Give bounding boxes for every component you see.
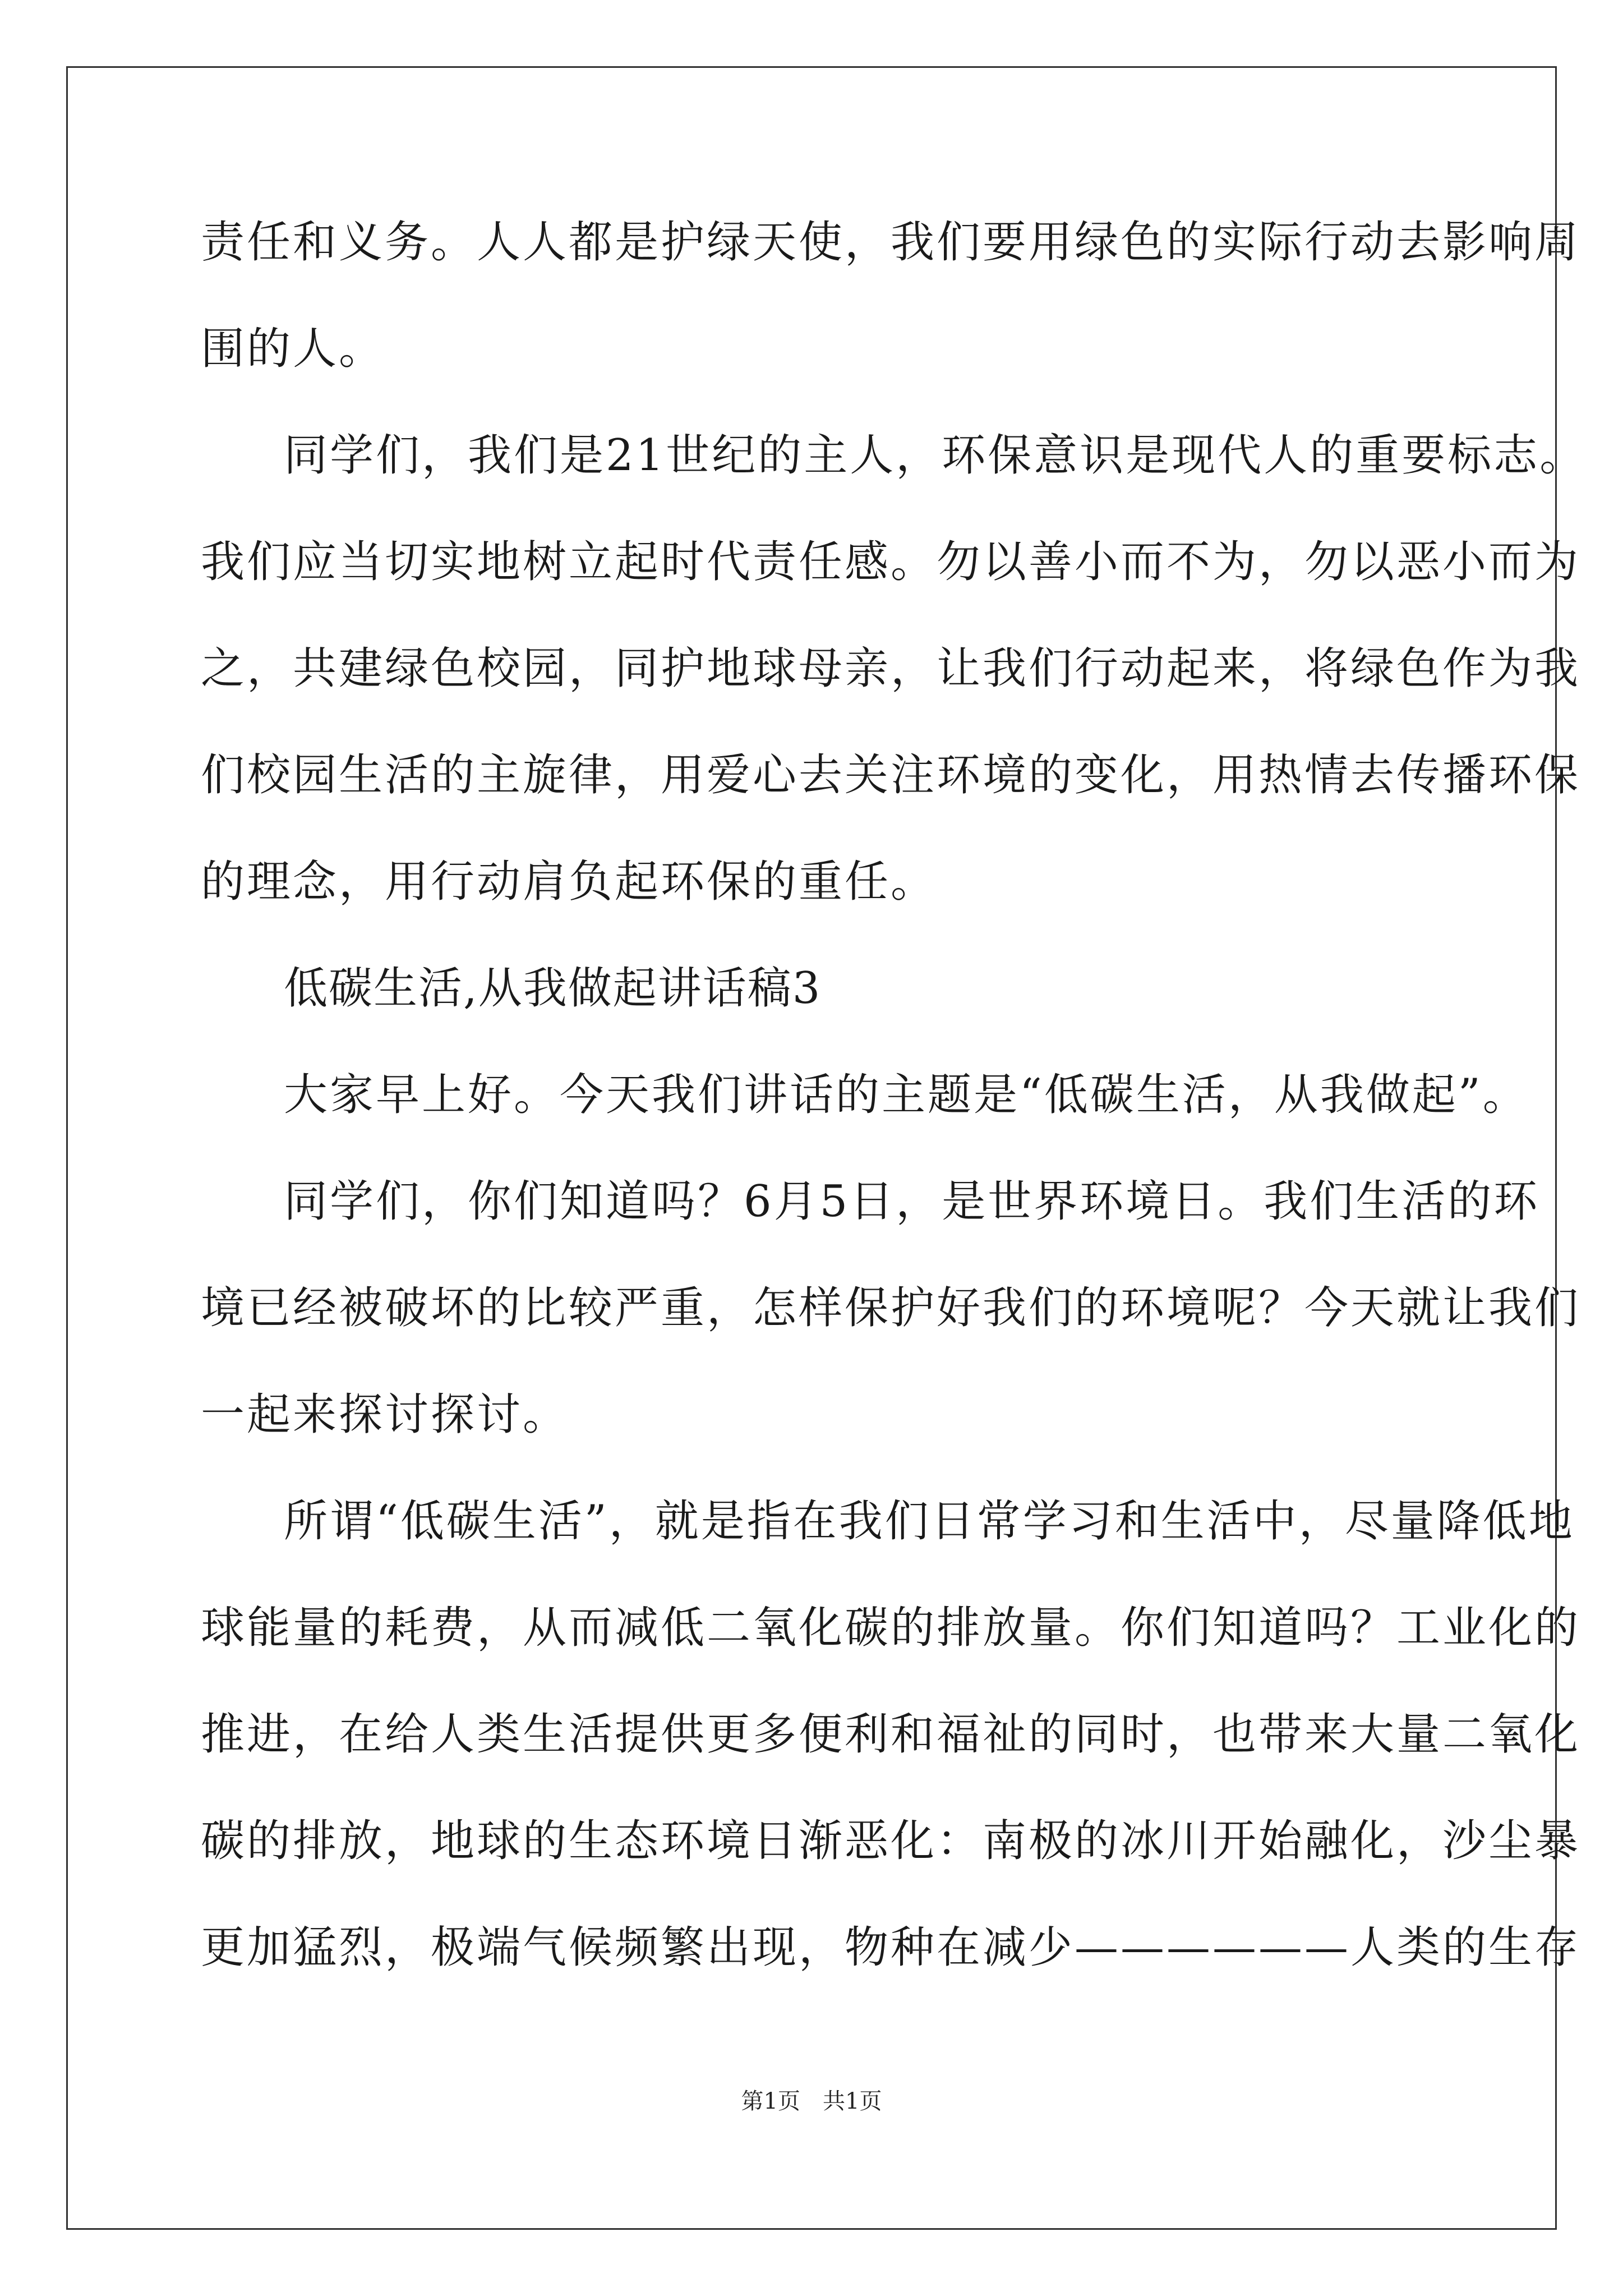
text-line-17: 更加猛烈，极端气候频繁出现，物种在减少——————人类的生存 (201, 1922, 1581, 1973)
text-line-4: 我们应当切实地树立起时代责任感。勿以善小而不为，勿以恶小而为 (201, 537, 1581, 587)
text-line-12: 一起来探讨探讨。 (201, 1389, 569, 1440)
paragraph-start-line: 所谓“低碳生活”，就是指在我们日常学习和生活中，尽量降低地 (284, 1496, 1575, 1547)
text-line-1: 责任和义务。人人都是护绿天使，我们要用绿色的实际行动去影响周 (201, 217, 1581, 268)
section-heading: 低碳生活,从我做起讲话稿3 (284, 963, 822, 1014)
page-number-footer: 第1页 共1页 (741, 2088, 882, 2114)
page-frame (66, 66, 1557, 2230)
text-line-11: 境已经被破坏的比较严重，怎样保护好我们的环境呢？今天就让我们 (201, 1283, 1581, 1333)
text-line-16: 碳的排放，地球的生态环境日渐恶化：南极的冰川开始融化，沙尘暴 (201, 1816, 1581, 1866)
paragraph-start-line: 同学们，你们知道吗？6月5日，是世界环境日。我们生活的环 (284, 1176, 1540, 1227)
greeting-line: 大家早上好。今天我们讲话的主题是“低碳生活，从我做起”。 (284, 1070, 1529, 1120)
text-line-7: 的理念，用行动肩负起环保的重任。 (201, 857, 937, 907)
text-line-14: 球能量的耗费，从而减低二氧化碳的排放量。你们知道吗？工业化的 (201, 1603, 1581, 1653)
text-line-6: 们校园生活的主旋律，用爱心去关注环境的变化，用热情去传播环保 (201, 750, 1581, 800)
text-line-15: 推进，在给人类生活提供更多便利和福祉的同时，也带来大量二氧化 (201, 1709, 1581, 1760)
text-line-2: 围的人。 (201, 324, 385, 374)
paragraph-start-line: 同学们，我们是21世纪的主人，环保意识是现代人的重要标志。 (284, 430, 1586, 481)
text-line-5: 之，共建绿色校园，同护地球母亲，让我们行动起来，将绿色作为我 (201, 643, 1581, 694)
